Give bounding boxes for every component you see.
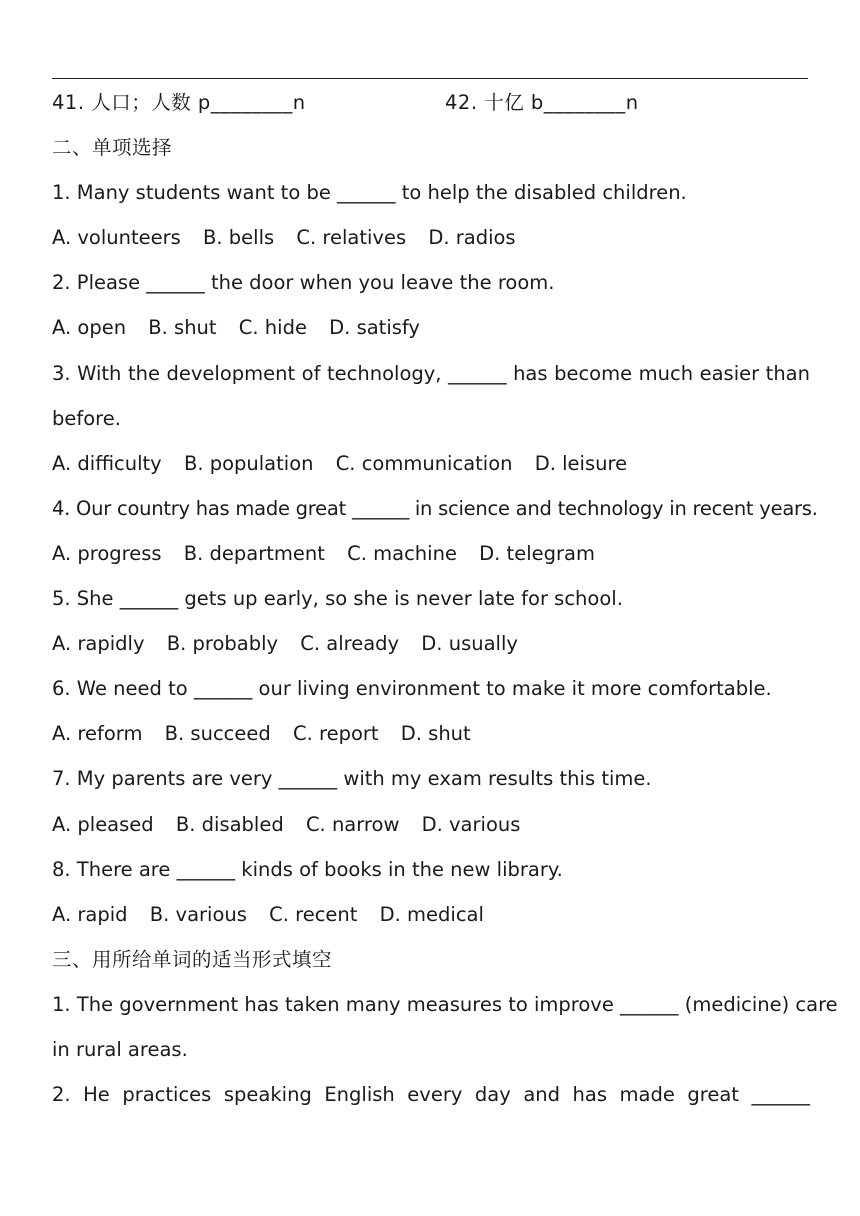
option-a: A. rapid: [52, 902, 128, 926]
option-c: C. communication: [335, 451, 513, 475]
option-c: C. hide: [238, 316, 307, 340]
option-b: B. disabled: [175, 812, 284, 836]
option-b: B. population: [183, 451, 314, 475]
section-heading-multiple-choice: 二、单项选择: [52, 136, 173, 160]
question-8: 8. There are ______ kinds of books in the new library.: [52, 857, 563, 881]
option-a: A. progress: [52, 541, 162, 565]
option-d: D. various: [421, 812, 521, 836]
option-c: C. report: [292, 722, 379, 746]
option-d: D. shut: [400, 722, 471, 746]
option-b: B. shut: [148, 316, 217, 340]
options-5: [52, 625, 810, 670]
option-a: A. volunteers: [52, 226, 181, 250]
options-1: [52, 219, 810, 264]
header-rule: [52, 78, 808, 79]
option-d: D. usually: [421, 632, 518, 656]
vocab-item-41: 41. 人口；人数 p________n: [52, 91, 306, 114]
option-a: A. rapidly: [52, 632, 145, 656]
option-b: B. department: [183, 541, 325, 565]
fill-question-1-continued: in rural areas.: [52, 1037, 188, 1061]
option-d: D. leisure: [534, 451, 628, 475]
options-4: [52, 535, 810, 580]
question-3-continued: before.: [52, 406, 121, 430]
options-3: [52, 445, 810, 490]
option-d: D. satisfy: [329, 316, 420, 340]
option-c: C. recent: [269, 902, 358, 926]
options-2: [52, 309, 810, 354]
fill-question-1: 1. The government has taken many measures to improve ______ (medicine) care: [52, 992, 838, 1016]
option-c: C. machine: [347, 541, 457, 565]
option-d: D. medical: [379, 902, 484, 926]
fill-question-2: 2. He practices speaking English every day and has made great ______: [52, 1083, 810, 1107]
option-b: B. succeed: [164, 722, 271, 746]
option-b: B. bells: [203, 226, 275, 250]
option-c: C. already: [300, 632, 400, 656]
worksheet-page: [52, 84, 838, 1121]
option-c: C. relatives: [296, 226, 407, 250]
question-7: 7. My parents are very ______ with my exam results this time.: [52, 767, 652, 791]
option-d: D. telegram: [479, 541, 595, 565]
question-5: 5. She ______ gets up early, so she is never late for school.: [52, 587, 623, 611]
option-d: D. radios: [428, 226, 516, 250]
option-a: A. difficulty: [52, 451, 162, 475]
option-b: B. various: [149, 902, 247, 926]
question-4: 4. Our country has made great ______ in science and technology in recent years.: [52, 496, 818, 520]
option-c: C. narrow: [305, 812, 400, 836]
question-2: 2. Please ______ the door when you leave the room.: [52, 271, 555, 295]
vocab-item-42: 42. 十亿 b________n: [445, 91, 639, 114]
question-3: 3. With the development of technology, ______ has become much easier than: [52, 361, 810, 385]
options-6: [52, 715, 810, 760]
option-a: A. reform: [52, 722, 143, 746]
option-a: A. open: [52, 316, 127, 340]
options-8: [52, 896, 810, 941]
section-heading-word-forms: 三、用所给单词的适当形式填空: [52, 947, 333, 971]
vocab-row: [52, 84, 810, 129]
question-1: 1. Many students want to be ______ to help the disabled children.: [52, 181, 687, 205]
options-7: [52, 806, 810, 851]
option-b: B. probably: [166, 632, 279, 656]
option-a: A. pleased: [52, 812, 154, 836]
question-6: 6. We need to ______ our living environment to make it more comfortable.: [52, 677, 772, 701]
